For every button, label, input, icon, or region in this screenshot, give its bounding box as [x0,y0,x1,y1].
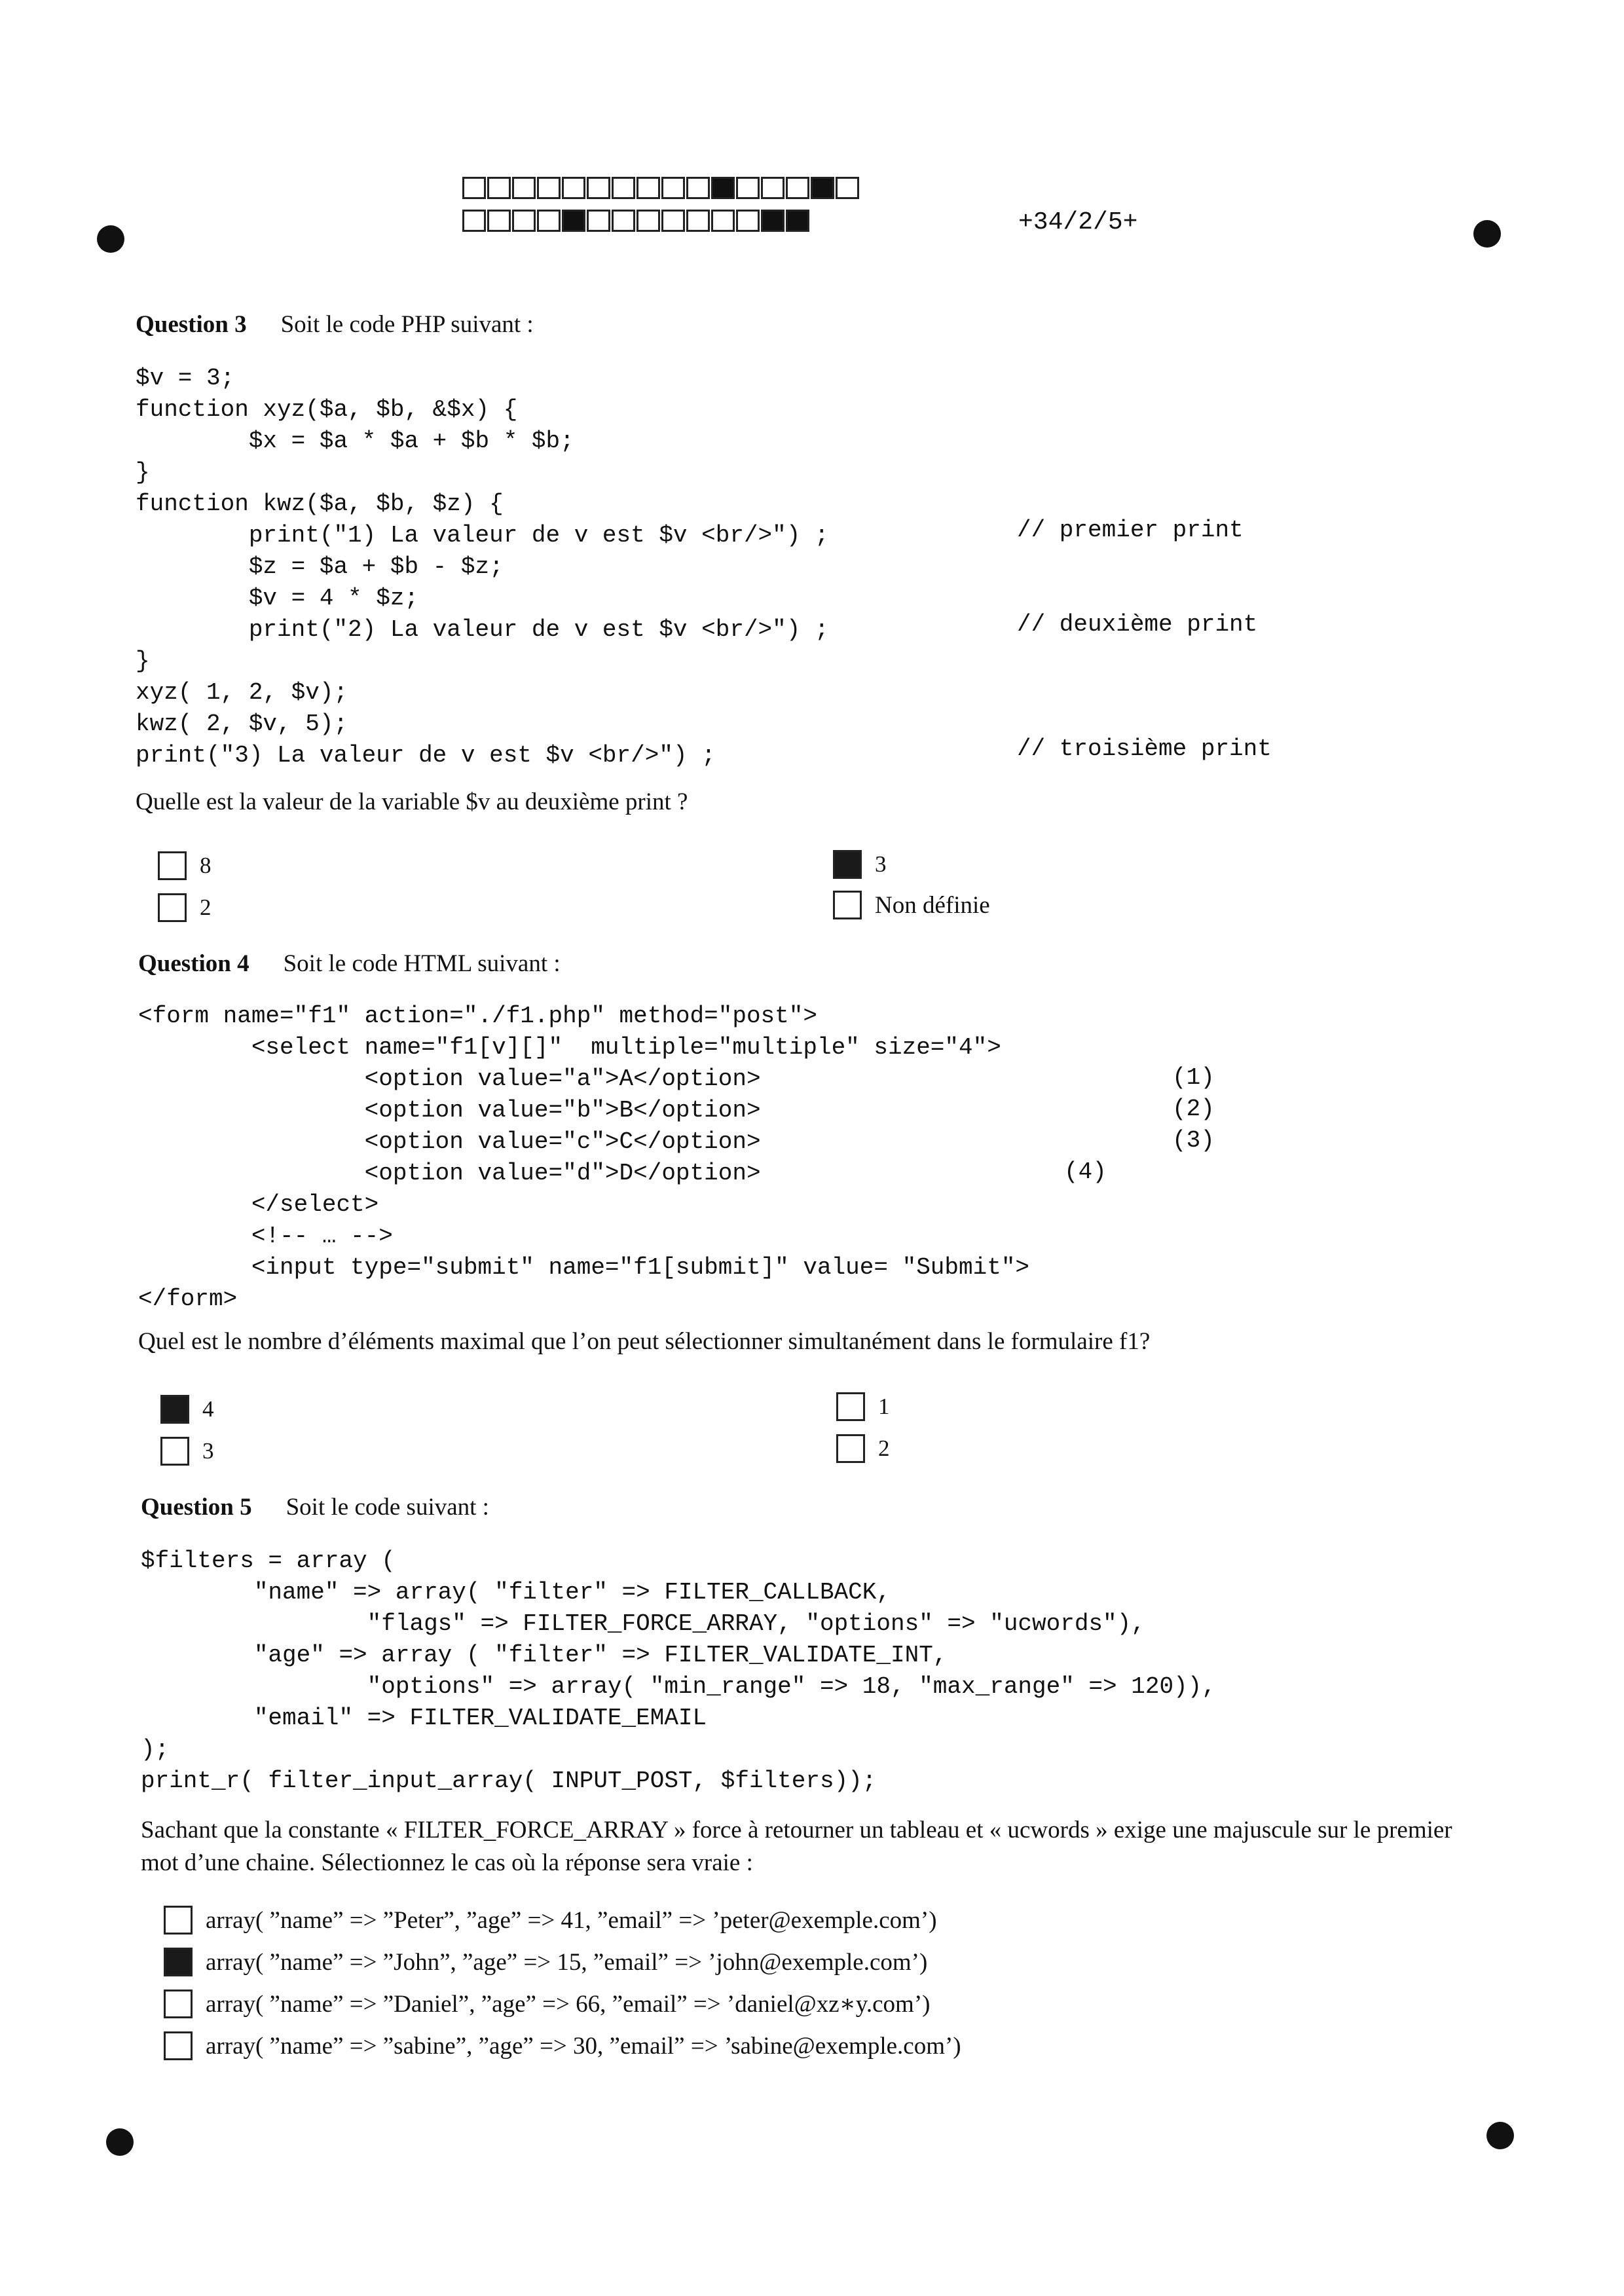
barcode-cell [736,177,760,199]
code-block-html [138,1001,1029,1315]
barcode-cell [686,210,710,232]
code-block-php [136,363,829,771]
barcode-cell [537,210,561,232]
comment-deuxieme-print: // deuxième print [1017,611,1258,638]
q5-checkbox-peter[interactable] [164,1906,193,1935]
question-5-prompt: Sachant que la constante « FILTER_FORCE_ARRAY » force à retourner un tableau et « ucwords » exige une majuscule sur le premier mot d’une chaine. Sélectionnez le cas où la réponse sera vraie : [141,1817,1452,1876]
q5-option-peter[interactable] [164,1906,937,1935]
barcode-cell [587,210,610,232]
q3-option-8[interactable] [158,851,212,880]
q4-option-label: 3 [202,1438,214,1464]
code-line: print("1) La valeur de v est $v <br/>") ; [136,522,829,549]
q5-option-label: array( ”name” => ”sabine”, ”age” => 30, ”email” => ’sabine@exemple.com’) [206,2032,961,2060]
code-line: "options" => array( "min_range" => 18, "max_range" => 120)), [141,1673,1216,1700]
question-3-prompt: Quelle est la valeur de la variable $v au deuxième print ? [136,788,688,815]
code-line: $v = 3; [136,365,235,392]
question-3-title [136,310,534,339]
question-4-title [138,950,561,978]
code-line: "flags" => FILTER_FORCE_ARRAY, "options" => "ucwords"), [141,1610,1145,1637]
barcode-cell [761,210,784,232]
barcode-cell [487,210,511,232]
q3-option-label: Non définie [875,891,990,919]
barcode-cell [711,177,735,199]
question-3-intro: Soit le code PHP suivant : [280,311,534,338]
code-line: </select> [138,1191,379,1218]
code-line: $v = 4 * $z; [136,585,419,612]
barcode-cell [612,210,635,232]
q5-checkbox-john[interactable] [164,1948,193,1976]
q3-option-non-definie[interactable] [833,891,990,919]
code-line: kwz( 2, $v, 5); [136,711,348,737]
code-line: <form name="f1" action="./f1.php" method="post"> [138,1003,817,1029]
q3-checkbox-3[interactable] [833,850,862,879]
question-3-label: Question 3 [136,311,247,338]
barcode-cell [462,210,486,232]
q4-option-3[interactable] [160,1437,214,1466]
code-line: $filters = array ( [141,1547,396,1574]
page-id: +34/2/5+ [1018,208,1138,236]
question-4-prompt: Quel est le nombre d’éléments maximal que l’on peut sélectionner simultanément dans le formulaire f1? [138,1328,1151,1355]
barcode-cell [736,210,760,232]
barcode-cell [786,177,809,199]
code-line: ); [141,1736,170,1763]
q4-option-label: 1 [878,1394,890,1419]
q5-checkbox-sabine[interactable] [164,2031,193,2060]
question-5-label: Question 5 [141,1494,252,1521]
barcode-cell [637,210,660,232]
marker-1: (1) [1172,1064,1215,1091]
code-line: </form> [138,1286,238,1312]
barcode-cell [562,210,585,232]
barcode-cell [462,177,486,199]
barcode-row-2 [462,210,811,232]
q3-option-label: 8 [200,853,212,878]
code-line: <input type="submit" name="f1[submit]" value= "Submit"> [138,1254,1030,1281]
barcode-cell [836,177,859,199]
marker-3: (3) [1172,1127,1215,1154]
q5-option-label: array( ”name” => ”Peter”, ”age” => 41, ”email” => ’peter@exemple.com’) [206,1906,937,1934]
question-4-label: Question 4 [138,950,249,977]
q3-option-label: 3 [875,851,887,877]
code-line: <option value="c">C</option> [138,1128,761,1155]
q4-option-4[interactable] [160,1395,214,1424]
code-line: $x = $a * $a + $b * $b; [136,428,574,454]
barcode-cell [661,210,685,232]
code-line: <option value="a">A</option> [138,1065,761,1092]
code-line: $z = $a + $b - $z; [136,553,504,580]
q4-checkbox-2[interactable] [836,1434,865,1463]
q5-checkbox-daniel[interactable] [164,1990,193,2018]
barcode-cell [587,177,610,199]
q4-option-label: 2 [878,1435,890,1461]
barcode-row-1 [462,177,860,199]
q3-checkbox-8[interactable] [158,851,187,880]
question-5-title [141,1493,489,1521]
registration-mark-top-right [1473,220,1501,248]
barcode-cell [711,210,735,232]
q3-option-2[interactable] [158,893,212,922]
q4-option-2[interactable] [836,1434,890,1463]
barcode-cell [686,177,710,199]
barcode-cell [637,177,660,199]
q3-option-3[interactable] [833,850,887,879]
code-line: function xyz($a, $b, &$x) { [136,396,518,423]
code-line: <option value="b">B</option> [138,1097,761,1124]
code-line: print("2) La valeur de v est $v <br/>") ; [136,616,829,643]
q3-checkbox-non-definie[interactable] [833,891,862,919]
marker-4: (4) [1064,1158,1107,1185]
q4-checkbox-3[interactable] [160,1437,189,1466]
q5-option-john[interactable] [164,1948,927,1976]
code-block-filters [141,1546,1216,1797]
barcode-cell [512,177,536,199]
registration-mark-bottom-left [106,2128,134,2156]
question-4-intro: Soit le code HTML suivant : [283,950,561,977]
registration-mark-top-left [97,225,124,253]
code-line: <!-- … --> [138,1223,393,1250]
code-line: } [136,459,150,486]
barcode-cell [661,177,685,199]
code-line: "name" => array( "filter" => FILTER_CALLBACK, [141,1579,891,1606]
q5-option-label: array( ”name” => ”Daniel”, ”age” => 66, ”email” => ’daniel@xz∗y.com’) [206,1991,931,2018]
q4-checkbox-1[interactable] [836,1392,865,1421]
barcode-cell [761,177,784,199]
q5-option-daniel[interactable] [164,1990,930,2018]
barcode-cell [537,177,561,199]
q3-option-label: 2 [200,895,212,920]
code-line: <select name="f1[v][]" multiple="multiple" size="4"> [138,1034,1001,1061]
barcode-cell [512,210,536,232]
barcode-cell [487,177,511,199]
barcode-cell [786,210,809,232]
code-line: "age" => array ( "filter" => FILTER_VALIDATE_INT, [141,1642,948,1669]
marker-2: (2) [1172,1096,1215,1122]
code-line: } [136,648,150,675]
code-line: print_r( filter_input_array( INPUT_POST, $filters)); [141,1768,877,1794]
barcode-cell [811,177,834,199]
barcode-cell [562,177,585,199]
barcode-cell [612,177,635,199]
code-line: print("3) La valeur de v est $v <br/>") ; [136,742,716,769]
code-line: function kwz($a, $b, $z) { [136,491,504,517]
code-line: "email" => FILTER_VALIDATE_EMAIL [141,1705,707,1731]
q3-checkbox-2[interactable] [158,893,187,922]
q4-option-label: 4 [202,1396,214,1422]
q5-option-sabine[interactable] [164,2031,961,2060]
code-line: <option value="d">D</option> [138,1160,761,1187]
question-5-intro: Soit le code suivant : [286,1494,489,1521]
code-line: xyz( 1, 2, $v); [136,679,348,706]
q5-option-label: array( ”name” => ”John”, ”age” => 15, ”email” => ’john@exemple.com’) [206,1948,928,1976]
q4-option-1[interactable] [836,1392,890,1421]
comment-troisieme-print: // troisième print [1017,735,1272,762]
registration-mark-bottom-right [1486,2122,1514,2149]
comment-premier-print: // premier print [1017,517,1244,544]
q4-checkbox-4[interactable] [160,1395,189,1424]
